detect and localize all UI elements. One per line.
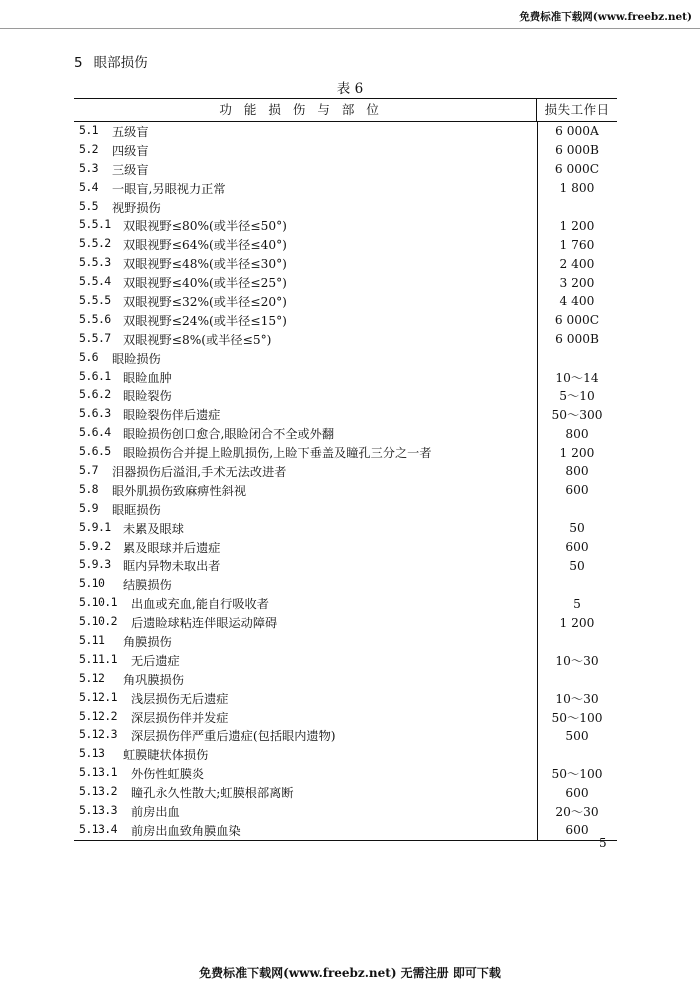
injury-cell [74, 595, 537, 612]
item-code: 5.13 [79, 746, 105, 761]
item-code: 5.9.1 [79, 519, 111, 534]
injury-cell [74, 123, 537, 140]
item-code: 5.6 [79, 349, 98, 364]
table-bottom-rule [74, 840, 617, 841]
page-number: 5 [599, 836, 607, 850]
item-code: 5.5 [79, 198, 98, 213]
injury-cell [74, 614, 537, 631]
workdays-cell: 6 000C [554, 162, 600, 177]
item-code: 5.5.1 [79, 217, 111, 232]
item-description: 眶内异物未取出者 [123, 559, 221, 574]
item-code: 5.5.6 [79, 311, 111, 326]
table-row [74, 405, 617, 424]
workdays-cell: 1 200 [559, 218, 595, 233]
item-description: 三级盲 [112, 162, 149, 177]
injury-cell [74, 274, 537, 291]
item-code: 5.11 [79, 632, 105, 647]
injury-cell [74, 369, 537, 386]
table-row [74, 254, 617, 273]
item-description: 双眼视野≤80%(或半径≤50°) [123, 219, 287, 234]
table-row [74, 386, 617, 405]
injury-cell [74, 463, 537, 480]
item-code: 5.5.3 [79, 255, 111, 270]
item-code: 5.5.7 [79, 330, 111, 345]
table-row [74, 538, 617, 557]
workdays-cell: 1 760 [559, 237, 595, 252]
workdays-cell: 20～30 [555, 805, 599, 819]
item-description: 一眼盲,另眼视力正常 [112, 181, 226, 196]
injury-cell [74, 690, 537, 707]
item-description: 外伤性虹膜炎 [131, 767, 205, 782]
item-description: 双眼视野≤24%(或半径≤15°) [123, 313, 287, 328]
workdays-cell: 50～100 [551, 710, 603, 725]
item-code: 5.8 [79, 481, 98, 496]
table-row [74, 198, 617, 217]
injury-cell [74, 709, 537, 726]
injury-cell [74, 387, 537, 404]
injury-cell [74, 727, 537, 744]
injury-cell [74, 557, 537, 574]
table-row [74, 292, 617, 311]
item-description: 前房出血致角膜血染 [131, 823, 241, 838]
table-row [74, 519, 617, 538]
table-row [74, 651, 617, 670]
workdays-cell: 50 [569, 558, 585, 573]
injury-cell [74, 822, 537, 839]
table-row [74, 500, 617, 519]
item-description: 眼睑损伤创口愈合,眼睑闭合不全或外翻 [123, 427, 335, 442]
item-description: 累及眼球并后遗症 [123, 540, 221, 555]
table-row [74, 443, 617, 462]
injury-cell [74, 406, 537, 423]
item-code: 5.13.1 [79, 765, 117, 780]
workdays-cell: 50～100 [551, 767, 603, 782]
workdays-cell: 6 000B [555, 143, 599, 158]
injury-cell [74, 161, 537, 178]
item-code: 5.12.1 [79, 689, 117, 704]
table-row [74, 594, 617, 613]
item-code: 5.2 [79, 141, 98, 156]
column-header-injury: 功能损伤与部位 [74, 99, 537, 121]
workdays-cell: 50～300 [551, 408, 603, 423]
workdays-cell: 10～30 [555, 653, 599, 668]
item-code: 5.13.3 [79, 803, 117, 817]
workdays-cell: 1 200 [559, 445, 595, 460]
workdays-cell: 2 400 [559, 256, 595, 271]
table-row [74, 556, 617, 575]
injury-cell [74, 520, 537, 537]
item-description: 眼眶损伤 [112, 502, 161, 517]
item-description: 前房出血 [131, 805, 180, 819]
table-row [74, 764, 617, 783]
item-description: 眼外肌损伤致麻痹性斜视 [112, 483, 247, 498]
item-description: 角巩膜损伤 [123, 672, 184, 687]
injury-cell [74, 312, 537, 329]
footer-download-note[interactable]: 免费标准下载网(www.freebz.net) 无需注册 即可下载 [199, 966, 501, 980]
table-row [74, 141, 617, 160]
item-description: 视野损伤 [112, 200, 161, 215]
table-caption: 表 6 [336, 81, 364, 97]
item-description: 四级盲 [112, 143, 149, 158]
item-code: 5.6.3 [79, 406, 111, 421]
item-code: 5.6.2 [79, 387, 111, 402]
section-heading [74, 51, 148, 71]
table-row [74, 708, 617, 727]
injury-cell [74, 293, 537, 310]
workdays-cell: 10～30 [555, 691, 599, 706]
item-code: 5.5.4 [79, 274, 111, 289]
table-row [74, 179, 617, 198]
item-description: 结膜损伤 [123, 578, 172, 593]
item-code: 5.12.2 [79, 708, 117, 723]
table-row [74, 821, 617, 840]
injury-cell [74, 501, 537, 518]
workdays-cell: 800 [565, 464, 589, 479]
item-description: 未累及眼球 [123, 521, 184, 536]
injury-cell [74, 576, 537, 593]
table-row [74, 160, 617, 179]
item-description: 浅层损伤无后遗症 [131, 691, 229, 706]
column-header-workdays: 损失工作日 [544, 102, 610, 117]
item-description: 虹膜睫状体损伤 [123, 748, 209, 763]
workdays-cell: 500 [565, 728, 589, 743]
header-site-link[interactable]: 免费标准下载网(www.freebz.net) [519, 11, 692, 23]
item-description: 出血或充血,能自行吸收者 [131, 597, 269, 612]
item-description: 泪器损伤后溢泪,手术无法改进者 [112, 464, 287, 479]
workdays-cell: 6 000C [554, 313, 600, 328]
item-code: 5.5.5 [79, 292, 111, 307]
item-code: 5.5.2 [79, 236, 111, 251]
table-row [74, 311, 617, 330]
injury-cell [74, 746, 537, 763]
injury-cell [74, 671, 537, 688]
item-description: 双眼视野≤40%(或半径≤25°) [123, 276, 287, 291]
injury-table [74, 98, 617, 841]
table-row [74, 330, 617, 349]
table-row [74, 235, 617, 254]
table-row [74, 802, 617, 821]
injury-cell [74, 803, 537, 820]
table-row [74, 689, 617, 708]
table-row [74, 575, 617, 594]
item-description: 双眼视野≤8%(或半径≤5°) [123, 332, 272, 347]
injury-cell [74, 425, 537, 442]
injury-cell [74, 180, 537, 197]
item-description: 角膜损伤 [123, 634, 172, 649]
item-code: 5.6.5 [79, 444, 111, 459]
item-code: 5.13.2 [79, 784, 117, 799]
workdays-cell: 600 [565, 785, 589, 800]
workdays-cell: 1 800 [559, 181, 595, 196]
workdays-cell: 1 200 [559, 615, 595, 630]
workdays-cell: 600 [565, 483, 589, 498]
section-number: 5 [74, 55, 83, 71]
item-code: 5.3 [79, 160, 98, 175]
table-row [74, 727, 617, 746]
table-row [74, 424, 617, 443]
item-description: 眼睑血肿 [123, 370, 172, 385]
injury-cell [74, 784, 537, 801]
item-code: 5.7 [79, 462, 98, 477]
table-row [74, 613, 617, 632]
injury-cell [74, 199, 537, 216]
item-description: 眼睑损伤合并提上睑肌损伤,上睑下垂盖及瞳孔三分之一者 [123, 446, 432, 461]
item-code: 5.9.2 [79, 538, 111, 553]
workdays-cell: 600 [565, 823, 589, 838]
item-description: 五级盲 [112, 124, 149, 139]
injury-cell [74, 350, 537, 367]
table-row [74, 783, 617, 802]
item-description: 双眼视野≤48%(或半径≤30°) [123, 257, 287, 272]
item-code: 5.4 [79, 179, 98, 194]
table-row [74, 273, 617, 292]
table-row [74, 368, 617, 387]
item-code: 5.10 [79, 576, 105, 591]
workdays-cell: 5 [573, 596, 581, 611]
item-description: 双眼视野≤64%(或半径≤40°) [123, 238, 287, 253]
item-description: 瞳孔永久性散大;虹膜根部离断 [131, 786, 294, 801]
item-description: 双眼视野≤32%(或半径≤20°) [123, 294, 287, 309]
table-row [74, 670, 617, 689]
item-code: 5.10.2 [79, 614, 117, 629]
table-row [74, 216, 617, 235]
injury-cell [74, 255, 537, 272]
table-header-row [74, 99, 617, 121]
injury-cell [74, 539, 537, 556]
table-row [74, 122, 617, 141]
item-code: 5.13.4 [79, 821, 117, 836]
item-code: 5.11.1 [79, 651, 117, 666]
item-description: 眼睑裂伤 [123, 389, 172, 404]
item-code: 5.12 [79, 670, 105, 685]
injury-cell [74, 444, 537, 461]
item-code: 5.12.3 [79, 727, 117, 742]
workdays-cell: 10～14 [555, 370, 599, 385]
item-code: 5.6.1 [79, 368, 111, 383]
workdays-cell: 600 [565, 540, 589, 555]
table-row [74, 481, 617, 500]
table-row [74, 349, 617, 368]
workdays-cell: 5～10 [559, 389, 595, 404]
injury-cell [74, 217, 537, 234]
table-row [74, 632, 617, 651]
item-code: 5.1 [79, 122, 98, 137]
table-row [74, 745, 617, 764]
item-code: 5.9 [79, 500, 98, 515]
injury-cell [74, 482, 537, 499]
header-divider [0, 28, 700, 29]
table-row [74, 462, 617, 481]
workdays-cell: 800 [565, 426, 589, 441]
item-code: 5.6.4 [79, 425, 111, 440]
workdays-cell: 3 200 [559, 275, 595, 290]
injury-cell [74, 652, 537, 669]
injury-cell [74, 633, 537, 650]
item-description: 眼睑裂伤伴后遗症 [123, 408, 221, 423]
item-code: 5.9.3 [79, 557, 111, 572]
item-code: 5.10.1 [79, 595, 117, 610]
table-body [74, 122, 617, 840]
injury-cell [74, 765, 537, 782]
item-description: 深层损伤伴严重后遗症(包括眼内遗物) [131, 729, 336, 744]
injury-cell [74, 142, 537, 159]
item-description: 后遗睑球粘连伴眼运动障碍 [131, 616, 278, 631]
item-description: 眼睑损伤 [112, 351, 161, 366]
injury-cell [74, 236, 537, 253]
injury-cell [74, 331, 537, 348]
workdays-cell: 6 000A [555, 124, 599, 139]
section-title: 眼部损伤 [93, 55, 148, 71]
workdays-cell: 50 [569, 521, 585, 536]
workdays-cell: 6 000B [555, 332, 599, 347]
item-description: 深层损伤伴并发症 [131, 710, 229, 725]
item-description: 无后遗症 [131, 653, 180, 668]
workdays-cell: 4 400 [559, 294, 595, 309]
